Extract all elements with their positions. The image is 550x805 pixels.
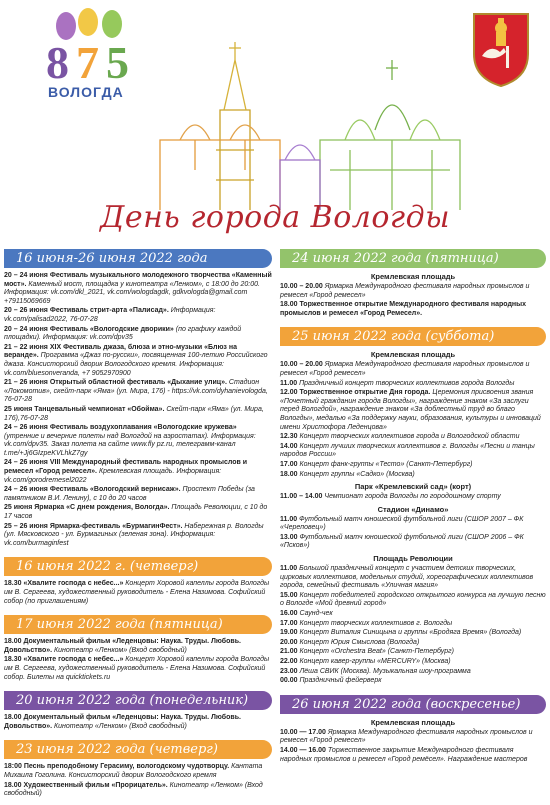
event-details: Каменный мост, площадка у кинотеатра «Ленком», с 18:00 до 20:00. Информация: vk.com/dkl_2021, vk.com/wologdagdk, gdkvologda@gmail.com +79115069669: [4, 280, 260, 305]
event-details: Ярмарка Международного фестиваля народных промыслов и ремесел «Город ремесел»: [280, 283, 530, 299]
event-heading: 18.00 Документальный фильм «Леденцовы: Наука. Труды. Любовь. Довольство».: [4, 714, 241, 730]
event-heading: 23.00: [280, 667, 298, 675]
event-details: Большой праздничный концерт с участием детских творческих, цирковых коллективов, модельных студий, хореографических коллективов города, семейный фестиваль «Уличная магия»: [280, 565, 534, 590]
event-details: Кантата Михаила Гоголина. Консисторский дворик Вологодского кремля: [4, 763, 263, 779]
event-item: [280, 648, 546, 657]
date-banner: 24 июня 2022 года (пятница): [280, 249, 546, 268]
event-heading: 24 – 26 июня Фестиваль «Вологодский вернисаж».: [4, 486, 181, 494]
event-item: [4, 656, 272, 682]
event-item: [4, 580, 272, 606]
spacer: [4, 607, 272, 612]
event-heading: 18.30 «Хвалите господа с небес...»: [4, 580, 124, 588]
event-details: Концерт Хоровой капеллы города Вологды им В. Сергеева, художественный руководитель - Елена Назимова. Софийский собор (по приглашениям): [4, 580, 270, 605]
event-heading: 20 – 24 июня Фестиваль музыкального молодежного творчества «Каменный мост».: [4, 272, 272, 288]
venue-heading: Парк «Кремлевский сад» (корт): [354, 482, 472, 492]
event-item: [4, 486, 272, 503]
date-banner: 23 июня 2022 года (четверг): [4, 740, 272, 759]
event-item: [4, 307, 272, 324]
event-item: [280, 433, 546, 442]
date-banner: 25 июня 2022 года (суббота): [280, 327, 546, 346]
event-item: [280, 443, 546, 460]
event-item: [4, 714, 272, 731]
event-item: [4, 638, 272, 655]
date-banner: 20 июня 2022 года (понедельник): [4, 691, 272, 710]
event-item: [4, 272, 272, 306]
event-details: Концерт «Orchestra Beat» (Санкт-Петербург): [297, 648, 454, 656]
event-details: Концерт творческих коллективов г. Вологды: [297, 619, 453, 627]
logo-city-name: ВОЛОГДА: [48, 84, 124, 100]
event-details: Стадион «Локомотив», скейт-парк «Яма» (ул. Мира, 176) - https://vk.com/dyhanievologda, 76-07-28: [4, 379, 268, 404]
event-details: Чемпионат города Вологды по городошному спорту: [322, 493, 501, 501]
event-item: [280, 639, 546, 648]
event-item: [280, 620, 546, 629]
event-details: Концерт Виталия Синицына и группы «Бродяга Время» (Вологда): [297, 629, 522, 637]
event-heading: 12.00 Торжественное открытие Дня города.: [280, 389, 431, 397]
event-item: [280, 658, 546, 667]
venue-heading: Кремлевская площадь: [370, 350, 456, 360]
event-heading: 18.00 Торжественное открытие Международного фестиваля народных промыслов и ремесел «Город Ремесел».: [280, 301, 527, 317]
event-details: (по графику каждой площадки). Информация: vk.com/dpv35: [4, 325, 242, 342]
event-details: Концерт фанк-группы «Тесто» (Санкт-Петербург): [297, 460, 473, 468]
event-heading: 24 – 26 июня Фестиваль воздухоплавания «Вологодские кружева»: [4, 424, 237, 432]
event-heading: 24 – 26 июня VIII Международный фестиваль народных промыслов и ремесел «Город ремесел».: [4, 459, 248, 476]
event-item: [280, 668, 546, 677]
event-details: Праздничный концерт творческих коллективов города Вологды: [297, 379, 515, 387]
svg-text:8: 8: [46, 37, 69, 88]
event-details: Концерт победителей городского открытого конкурса на лучшую песню о Вологде «Мой древний город»: [280, 591, 546, 608]
venue-heading: Стадион «Динамо»: [377, 504, 449, 514]
event-item: [280, 461, 546, 470]
event-item: [280, 592, 546, 609]
event-item: [280, 534, 546, 551]
event-item: [280, 747, 546, 764]
event-item: [280, 283, 546, 300]
spacer: [4, 549, 272, 554]
date-banner: 16 июня 2022 г. (четверг): [4, 557, 272, 576]
event-details: Концерт творческих коллективов города и Вологодской области: [297, 433, 520, 441]
event-details: Ярмарка Международного фестиваля народных промыслов и ремесел «Город ремесел»: [280, 361, 530, 377]
event-item: [4, 523, 272, 549]
event-heading: 20 – 24 июня Фестиваль «Вологодские дворики»: [4, 325, 174, 333]
event-heading: 25 – 26 июня Ярмарка-фестиваль «БурмагинФест».: [4, 522, 183, 530]
event-heading: 20.00: [280, 638, 298, 646]
event-item: [280, 361, 546, 378]
event-heading: 21 – 26 июня Открытый областной фестиваль «Дыхание улиц».: [4, 379, 227, 387]
event-heading: 11.00 – 14.00: [280, 493, 323, 501]
event-details: Информация: vk.com/palisad2022, 76-07-28: [4, 307, 216, 323]
churches-illustration: [120, 20, 480, 220]
event-details: Проспект Победы (за памятником В.И. Ленину), с 10 до 20 часов: [4, 486, 255, 502]
event-item: [4, 424, 272, 458]
spacer: [280, 765, 546, 770]
event-details: Футбольный матч юношеской футбольной лиги (СШОР 2007 – ФК «Череповец»): [280, 515, 524, 532]
cathedral-icon: [120, 20, 480, 220]
left-column: [4, 246, 272, 805]
event-details: Кинотеатр «Ленком» (Вход свободный): [52, 646, 187, 654]
venue-heading: Площадь Революции: [373, 554, 453, 564]
event-heading: 25 июня Танцевальный чемпионат «Обойма».: [4, 405, 165, 413]
right-column: [280, 246, 546, 770]
event-details: Ярмарка Международного фестиваля народных промыслов и ремесел «Город ремесел»: [280, 728, 533, 745]
event-heading: 21 – 22 июня XIX Фестиваль джаза, блюза и этно-музыки «Блюз на веранде».: [4, 343, 237, 360]
event-heading: 15.00: [280, 591, 298, 599]
event-heading: 00.00: [280, 677, 298, 685]
event-details: Площадь Революции, с 10 до 17 часов: [4, 504, 268, 521]
event-details: Концерт Юрия Смыслова (Вологда): [297, 638, 420, 646]
event-heading: 17.00: [280, 619, 298, 627]
event-item: [280, 729, 546, 746]
event-item: [280, 629, 546, 638]
event-heading: 20 – 26 июня Фестиваль стрит-арта «Палисад».: [4, 307, 169, 315]
page-title: День города Вологды: [99, 200, 451, 235]
date-banner: 16 июня-26 июня 2022 года: [4, 249, 272, 268]
event-item: [4, 504, 272, 521]
event-heading: 10.00 — 17.00: [280, 728, 326, 736]
event-item: [280, 493, 546, 502]
event-heading: 11.00: [280, 565, 298, 573]
event-details: Футбольный матч юношеской футбольной лиги (СШОР 2006 – ФК «Псков»): [280, 533, 524, 550]
event-heading: 17.00: [280, 460, 298, 468]
event-heading: 10.00 – 20.00: [280, 283, 323, 290]
venue-heading: Кремлевская площадь: [370, 272, 456, 281]
event-details: Праздничный фейерверк: [297, 677, 382, 685]
event-heading: 16.00: [280, 610, 298, 618]
spacer: [280, 319, 546, 324]
event-heading: 12.30: [280, 433, 298, 441]
event-details: Торжественное закрытие Международного фестиваля народных промыслов и ремесел «Город ремёсел». Награждение мастеров: [280, 746, 528, 763]
event-heading: 14.00: [280, 442, 298, 450]
event-item: [4, 763, 272, 780]
event-item: [280, 380, 546, 389]
event-details: Концерт лучших творческих коллективов г. Вологды «Песни и танцы народов России»: [280, 442, 535, 459]
venue-heading: Кремлевская площадь: [370, 717, 456, 727]
event-item: [280, 471, 546, 480]
event-details: Кинотеатр «Ленком» (Вход свободный): [52, 722, 187, 730]
event-details: Набережная р. Вологды (ул. Мясковского - ул. Бурмагиных (зеленая зона). Информация: vk.com/burmaginfest: [4, 522, 264, 547]
event-item: [4, 406, 272, 423]
event-heading: 14.00 — 16.00: [280, 746, 326, 754]
event-heading: 18.00 Художественный фильм «Прорицатель».: [4, 781, 168, 789]
event-item: [280, 389, 546, 432]
event-item: [280, 677, 546, 686]
spacer: [4, 683, 272, 688]
event-heading: 11.00: [280, 515, 298, 523]
event-details: Программа «Джаз по-русски», посвященная 100-летию Российского джаза. Консисторский дворик Вологодского кремля. Информация: vk.com/bluesonveranda, +7 9052970900: [4, 352, 268, 377]
event-details: Скейт-парк «Яма» (ул. Мира, 176),76-07-28: [4, 405, 264, 422]
event-details: Кремлевская площадь. Информация: vk.com/gorodremesel2022: [4, 468, 222, 484]
event-details: Лёша СВИК (Москва). Музыкальная шоу-программа: [297, 667, 471, 675]
event-heading: 18.00: [280, 470, 298, 478]
event-item: [4, 782, 272, 799]
event-details: Концерт группы «Садко» (Москва): [297, 470, 415, 478]
event-heading: 25 июня Ярмарка «С днем рождения, Вологда».: [4, 504, 170, 512]
event-heading: 18.30 «Хвалите господа с небес...»: [4, 656, 124, 664]
event-item: [280, 565, 546, 591]
event-details: Церемония присвоения звания «Почетный гражданин города Вологды», награждение знаком «За заслуги перед Вологдой», награждение знаком «За доблестный труд во благо Вологды», медалью «За поддержку науки, образования, культуры и инноваций имени Христофора Леденцова»: [280, 389, 541, 431]
event-details: (утренние и вечерние полеты над Вологдой на аэростатах). Информация: vk.com/dpv35. Заказ полета на сайте www.fly pz.ru, телеграмм-канал t.me/+Jj6GIzpeKVLhkZ7gy: [4, 432, 256, 457]
svg-text:5: 5: [106, 37, 129, 88]
svg-text:7: 7: [76, 37, 99, 88]
date-banner: 17 июня 2022 года (пятница): [4, 615, 272, 634]
event-heading: 18.00 Документальный фильм «Леденцовы: Наука. Труды. Любовь. Довольство».: [4, 638, 241, 654]
event-details: Концерт Хоровой капеллы города Вологды им В. Сергеева, художественный руководитель - Елена Назимова. Софийский собор. Билеты на quicktickets.ru: [4, 656, 270, 681]
event-item: [280, 301, 546, 318]
event-heading: 11.00: [280, 379, 298, 387]
event-item: [4, 344, 272, 378]
event-item: [4, 459, 272, 485]
event-details: Концерт кавер-группы «MERCURY» (Москва): [297, 658, 451, 665]
event-item: [4, 326, 272, 343]
event-item: [4, 379, 272, 405]
event-heading: 18:00 Песнь преподобному Герасиму, вологодскому чудотворцу.: [4, 763, 230, 771]
event-details: Саунд-чек: [297, 610, 333, 618]
spacer: [280, 687, 546, 692]
spacer: [4, 732, 272, 737]
event-heading: 10.00 – 20.00: [280, 361, 323, 369]
event-heading: 21.00: [280, 648, 298, 656]
event-details: Кинотеатр «Ленком» (Вход свободный): [4, 781, 263, 798]
date-banner: 26 июня 2022 года (воскресенье): [280, 695, 546, 714]
event-heading: 22.00: [280, 658, 298, 665]
event-item: [280, 516, 546, 533]
spacer: [4, 800, 272, 805]
event-heading: 19.00: [280, 629, 298, 637]
event-heading: 13.00: [280, 533, 298, 541]
event-item: [280, 610, 546, 619]
